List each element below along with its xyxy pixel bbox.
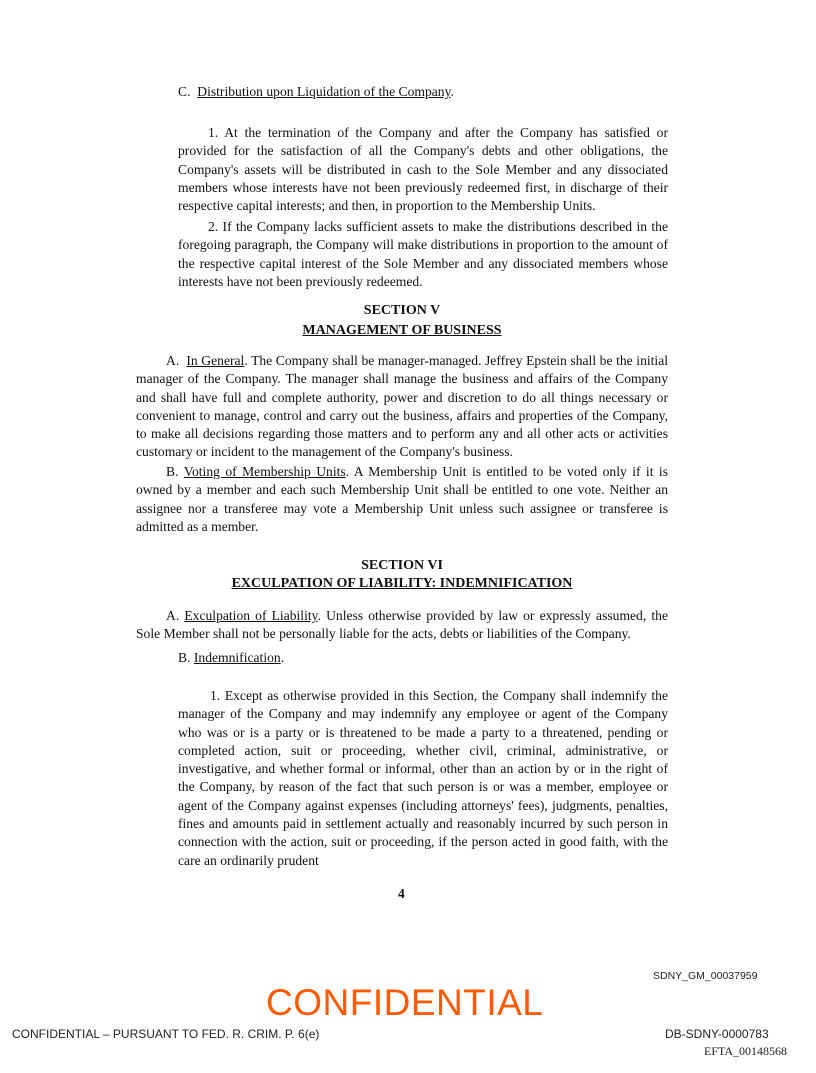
bates-number-gm: SDNY_GM_00037959 — [653, 970, 758, 982]
subsection-title: Distribution upon Liquidation of the Company — [197, 84, 451, 99]
paragraph-title: Voting of Membership Units — [183, 464, 346, 479]
paragraph-v-a: A. In General. The Company shall be manager-managed. Jeffrey Epstein shall be the initial manager of the Company. The manager shall manage the business and affairs of the Company and shall have full and complete authority, power and discretion to do all things necessary or convenient to manage, control and carry out the business, affairs and properties of the Company, to make all decisions regarding those matters and to perform any and all other acts or activities customary or incident to the management of the Company's business. — [136, 353, 669, 460]
efta-id: EFTA_00148568 — [704, 1044, 788, 1058]
paragraph-vi-b1: 1. Except as otherwise provided in this Section, the Company shall indemnify the manager of the Company and may indemnify any employee or agent of the Company who was or is a party or is threatened to be made a party to a threatened, pending or completed action, suit or proceeding, whether civil, criminal, administrative, or investigative, and whether formal or informal, other than an action by or in the right of the Company, by reason of the fact that such person is or was a member, employee or agent of the Company against expenses (including attorneys' fees), judgments, penalties, fines and amounts paid in settlement actually and reasonably incurred by such person in connection with the action, suit or proceeding, if the person acted in good faith, with the care an ordinarily prudent — [178, 688, 668, 868]
section-v-title: MANAGEMENT OF BUSINESS — [302, 323, 502, 338]
paragraph-v-b: B. Voting of Membership Units. A Membership Unit is entitled to be voted only if it is owned by a member and each such Membership Unit shall be entitled to one vote. Neither an assignee nor a transferee may vote a Membership Unit unless such assignee or transferee is admitted as a member. — [136, 464, 668, 534]
page-number: 4 — [398, 886, 405, 901]
paragraph-title: Exculpation of Liability — [184, 608, 318, 623]
paragraph-vi-a: A. Exculpation of Liability. Unless otherwise provided by law or expressly assumed, the Sole Member shall not be personally liable for the acts, debts or liabilities of the Company. — [136, 608, 668, 642]
section-v-number: SECTION V — [363, 303, 441, 318]
paragraph-title: Indemnification — [193, 650, 281, 665]
section-vi-number: SECTION VI — [361, 558, 443, 573]
subsection-c-heading: C. Distribution upon Liquidation of the Company. — [178, 84, 454, 99]
section-vi-title: EXCULPATION OF LIABILITY: INDEMNIFICATION — [231, 576, 573, 591]
paragraph-c1: 1. At the termination of the Company and after the Company has satisfied or provided for the satisfaction of all the Company's debts and other obligations, the Company's assets will be distributed in cash to the Sole Member and any dissociated members whose interests have not been previously redeemed first, in discharge of their respective capital interests; and then, in proportion to the Membership Units. — [178, 125, 668, 214]
bates-number-db: DB-SDNY-0000783 — [665, 1027, 769, 1041]
paragraph-title: In General — [186, 353, 245, 368]
confidential-stamp: CONFIDENTIAL — [266, 982, 544, 1023]
subsection-letter: C. — [178, 84, 191, 99]
paragraph-vi-b-heading: B. Indemnification. — [178, 650, 285, 665]
confidential-notice: CONFIDENTIAL – PURSUANT TO FED. R. CRIM. P. 6(e) — [12, 1027, 320, 1041]
paragraph-c2: 2. If the Company lacks sufficient assets to make the distributions described in the foregoing paragraph, the Company will make distributions in proportion to the amount of the respective capital interest of the Sole Member and any dissociated members whose interests have not been previously redeemed. — [178, 219, 668, 289]
